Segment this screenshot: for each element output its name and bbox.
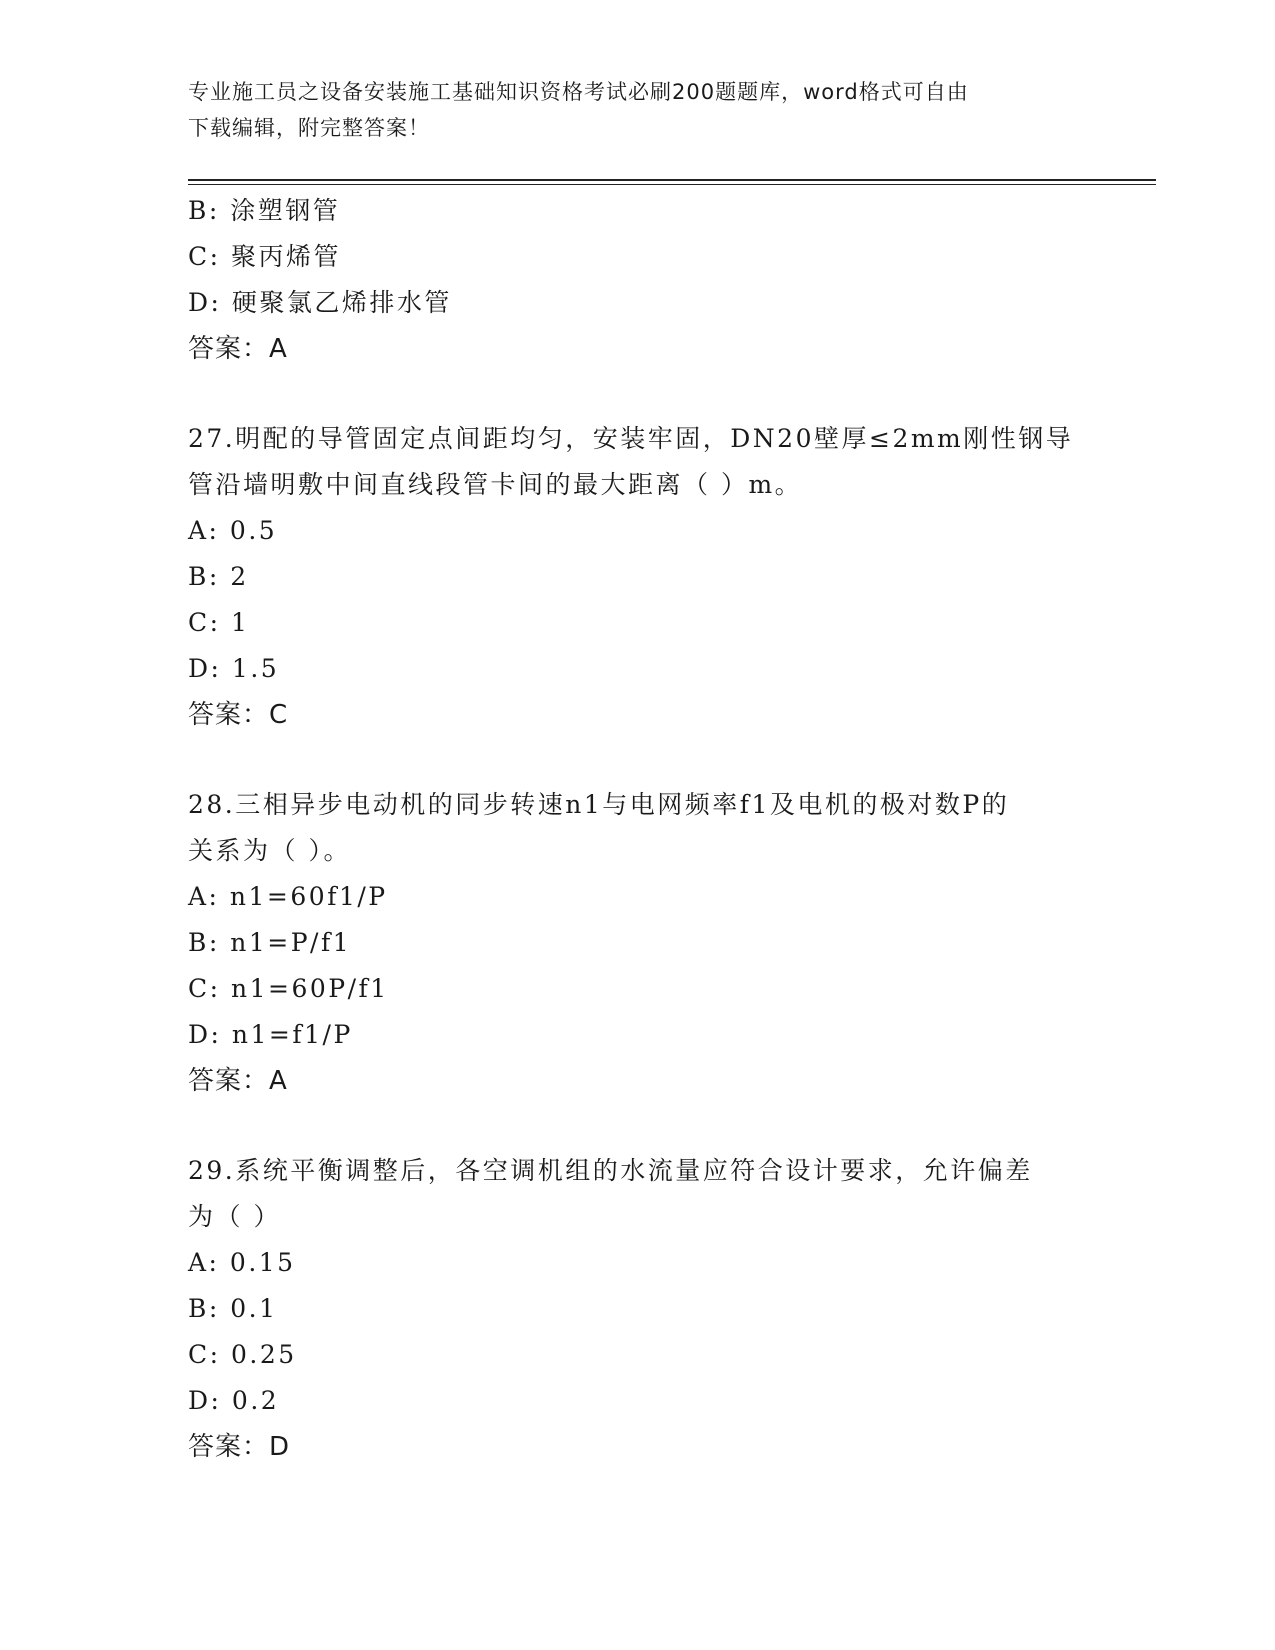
document-body (188, 188, 1088, 1470)
option-d: D: 1.5 (188, 654, 280, 683)
question-spacer (188, 1104, 1088, 1148)
option-b: B: n1=P/f1 (188, 928, 352, 957)
option-a: A: 0.5 (188, 516, 278, 545)
option-a: A: 0.15 (188, 1248, 296, 1277)
answer-line: 答案：C (188, 700, 289, 730)
option-c: C: 1 (188, 608, 250, 637)
option-a: A: n1=60f1/P (188, 882, 388, 911)
header-divider-thin (188, 184, 1156, 185)
header-line-2: 下载编辑，附完整答案！ (188, 116, 430, 140)
question-stem-line-1: 28.三相异步电动机的同步转速n1与电网频率f1及电机的极对数P的 (188, 790, 1010, 819)
question-27 (188, 416, 1088, 738)
question-stem-line-2: 为（ ） (188, 1202, 281, 1231)
option-c: C: 0.25 (188, 1340, 297, 1369)
header-line-1: 专业施工员之设备安装施工基础知识资格考试必刷200题题库，word格式可自由 (188, 80, 969, 104)
question-spacer (188, 738, 1088, 782)
option-d: D: 0.2 (188, 1386, 280, 1415)
document-header (188, 74, 1088, 146)
answer-line: 答案：A (188, 1066, 288, 1096)
question-stem-line-2: 管沿墙明敷中间直线段管卡间的最大距离（ ）m。 (188, 470, 803, 499)
option-d: D: 硬聚氯乙烯排水管 (188, 288, 452, 317)
option-c: C: n1=60P/f1 (188, 974, 389, 1003)
question-28 (188, 782, 1088, 1104)
question-stem-line-2: 关系为（ ）。 (188, 836, 351, 865)
option-d: D: n1=f1/P (188, 1020, 353, 1049)
question-26 (188, 188, 1088, 372)
option-c: C: 聚丙烯管 (188, 242, 341, 271)
question-29 (188, 1148, 1088, 1470)
option-b: B: 涂塑钢管 (188, 196, 341, 225)
question-stem-line-1: 27.明配的导管固定点间距均匀，安装牢固，DN20壁厚≤2mm刚性钢导 (188, 424, 1074, 453)
question-spacer (188, 372, 1088, 416)
header-divider-thick (188, 179, 1156, 181)
answer-line: 答案：D (188, 1432, 291, 1462)
question-stem-line-1: 29.系统平衡调整后，各空调机组的水流量应符合设计要求，允许偏差 (188, 1156, 1033, 1185)
option-b: B: 0.1 (188, 1294, 278, 1323)
option-b: B: 2 (188, 562, 249, 591)
answer-line: 答案：A (188, 334, 288, 364)
